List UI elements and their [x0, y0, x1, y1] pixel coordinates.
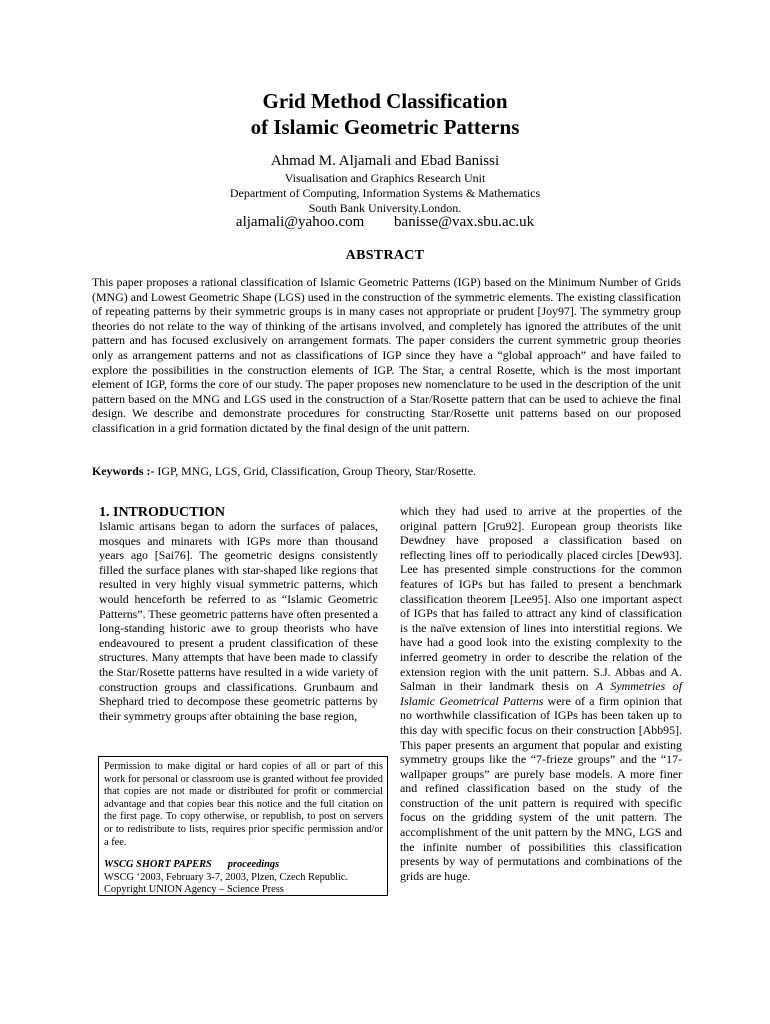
proceedings-label: proceedings — [227, 859, 280, 871]
right-column-text-b: were of a firm opinion that no worthwhile classification of IGPs has been taken up to this day with specific focus on their construction [Abb95]. This paper presents an argument that popular and existing symmetry groups like the “7-frieze groups” and the “17-wallpaper groups” are purely base models. A more finer and refined classification based on the study of the construction of the unit pattern is required with specific focus on the gridding system of the unit pattern. The accomplishment of the unit pattern by the MNG, LGS and the infinite number of possibilities this classification presents by way of permutations and combinations of the grids are huge. — [400, 693, 682, 883]
keywords-text: IGP, MNG, LGS, Grid, Classification, Group Theory, Star/Rosette. — [154, 464, 477, 478]
series-line — [104, 859, 383, 872]
right-column-text-a: which they had used to arrive at the properties of the original pattern [Gru92]. European group theorists like Dewdney have proposed a classification based on reflecting lines off to periodically placed circles [Dew93]. Lee has presented simple constructions for the common features of IGPs but has failed to present a benchmark classification theorem [Lee95]. Also one important aspect of IGPs that has failed to attract any kind of classification is the naïve extension of lines into interstitial regions. We have had a good look into the existing complexity to the inferred geometry in order to describe the relation of the extension region with the unit pattern. S.J. Abbas and A. Salman in their landmark thesis on — [400, 504, 682, 694]
affiliation-line-2: Department of Computing, Information Systems & Mathematics — [229, 186, 541, 200]
affiliation-line-3: South Bank University.London. — [308, 201, 462, 215]
series-name: WSCG SHORT PAPERS — [104, 859, 212, 871]
introduction-left-column: Islamic artisans began to adorn the surfaces of palaces, mosques and minarets with IGPs more than thousand years ago [Sai76]. The geometric designs consistently filled the surface planes with star-shaped like regions that resulted in very highly visual symmetric patterns, which would henceforth be referred to as “Islamic Geometric Patterns”. These geometric patterns have often presented a long-standing historic awe to group theorists who have endeavoured to present a prudent classification of these structures. Many attempts that have been made to classify the Star/Rosette patterns have resulted in a wide variety of construction groups and classifications. Grunbaum and Shephard tried to decompose these geometric patterns by their symmetry groups after obtaining the base region, — [99, 519, 378, 723]
introduction-right-column — [400, 504, 682, 883]
keywords — [92, 464, 681, 479]
affiliation-line-1: Visualisation and Graphics Research Unit — [284, 171, 486, 185]
introduction-heading: 1. INTRODUCTION — [99, 505, 226, 520]
abstract-heading: ABSTRACT — [345, 248, 425, 263]
abstract-body: This paper proposes a rational classification of Islamic Geometric Patterns (IGP) based on the Minimum Number of Grids (MNG) and Lowest Geometric Shape (LGS) used in the construction of the symmetric elements. The existing classification of repeating patterns by their symmetric groups is in many cases not appropriate or prudent [Joy97]. The symmetry group theories do not relate to the way of thinking of the artisans involved, and completely has ignored the attributes of the unit pattern and has focused exclusively on arrangement formats. The paper considers the current symmetric group theories only as arrangement patterns and not as classifications of IGP since they have a “global approach” and have failed to explore the possibilities in the construction elements of IGP. The Star, a central Rosette, which is the most important element of IGP, forms the core of our study. The paper proposes new nomenclature to be used in the description of the unit pattern based on the MNG and LGS used in the construction of a Star/Rosette pattern that can be used to achieve the final design. We describe and demonstrate procedures for constructing Star/Rosette unit patterns based on our proposed classification in a grid formation dictated by the final design of the unit pattern. — [92, 275, 681, 435]
paper-title-line-2: of Islamic Geometric Patterns — [250, 115, 520, 139]
email-second: banisse@vax.sbu.ac.uk — [394, 214, 535, 230]
conference-line: WSCG ‘2003, February 3-7, 2003, Plzen, Czech Republic. — [104, 871, 349, 883]
thesis-title: A Symmetries of Islamic Geometrical Patterns — [400, 679, 682, 708]
author-emails — [0, 213, 770, 232]
permission-box — [98, 756, 388, 896]
copyright-line: Copyright UNION Agency – Science Press — [104, 884, 284, 896]
paper-title-line-1: Grid Method Classification — [262, 89, 508, 113]
email-first: aljamali@yahoo.com — [235, 214, 365, 230]
authors: Ahmad M. Aljamali and Ebad Banissi — [270, 153, 500, 169]
keywords-label: Keywords :- — [92, 464, 155, 478]
permission-text: Permission to make digital or hard copies of all or part of this work for personal or classroom use is granted without fee provided that copies are not made or distributed for profit or commercial advantage and that copies bear this notice and the full citation on the first page. To copy otherwise, or republish, to post on servers or to redistribute to lists, requires prior specific permission and/or a fee. — [104, 761, 383, 848]
